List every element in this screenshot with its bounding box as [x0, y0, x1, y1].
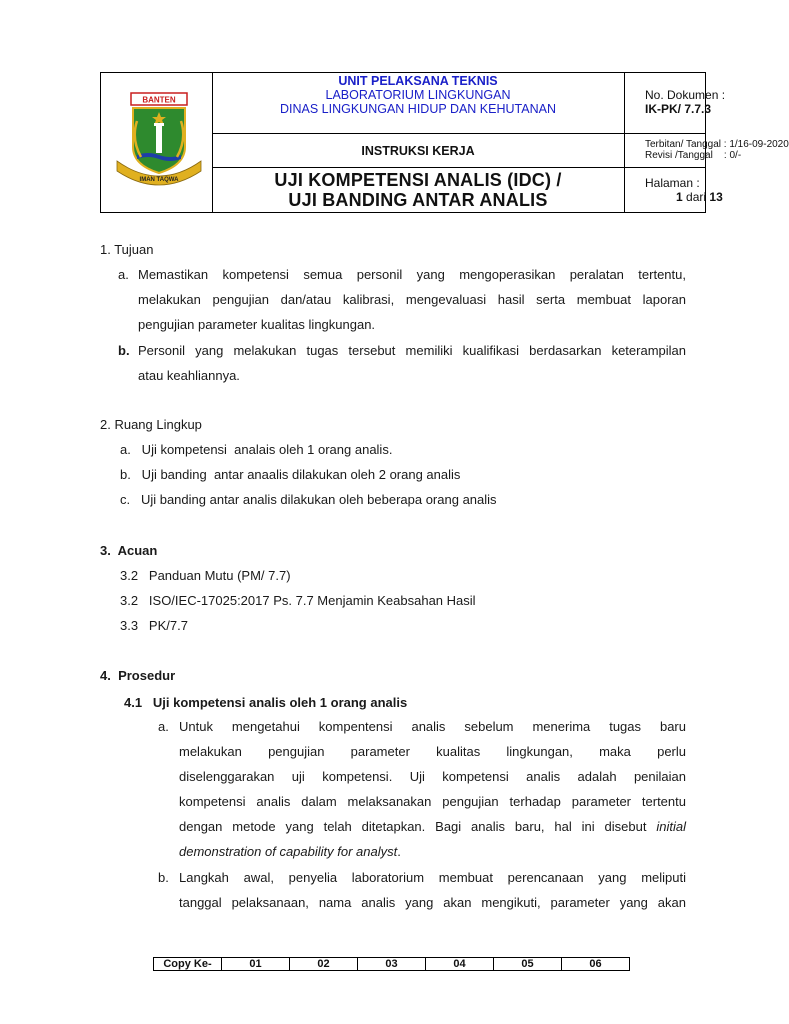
organization-name: [212, 73, 625, 134]
prosedur-a-line-2: melakukan pengujian parameter kualitas lingkungan, maka perlu: [179, 744, 686, 759]
halaman-label: Halaman :: [645, 176, 700, 190]
prosedur-a-line-6: [179, 844, 401, 859]
scope-item-c: c. Uji banding antar analis dilakukan oleh beberapa orang analis: [120, 492, 497, 507]
prosedur-b-line-1: Langkah awal, penyelia laboratorium membuat perencanaan yang meliputi: [179, 870, 686, 885]
copy-number-cell: 02: [290, 958, 358, 971]
section-1-title: 1. Tujuan: [100, 242, 154, 257]
copy-number-cell: 05: [494, 958, 562, 971]
prosedur-a-line-4: kompetensi analis dalam melaksanakan pengujian terhadap parameter tertentu: [179, 794, 686, 809]
copy-label-cell: Copy Ke-: [154, 958, 222, 971]
prosedur-a-line-1: Untuk mengetahui kompentensi analis sebelum menerima tugas baru: [179, 719, 686, 734]
terbitan-text: Terbitan/ Tanggal : 1/16-09-2020: [645, 139, 789, 150]
prosedur-a-line-5: [179, 819, 686, 834]
reference-item-1: 3.2 Panduan Mutu (PM/ 7.7): [120, 568, 291, 583]
document-header-table: [100, 72, 789, 213]
list-marker-a: a.: [158, 719, 169, 734]
prosedur-a-line-6-italic: demonstration of capability for analyst: [179, 844, 398, 859]
org-line-2: LABORATORIUM LINGKUNGAN: [325, 88, 511, 102]
page-number-cell: [625, 168, 723, 212]
section-3-title: 3. Acuan: [100, 543, 158, 558]
prosedur-a-line-5-text: dengan metode yang telah ditetapkan. Bagi analis baru, hal ini disebut: [179, 819, 657, 834]
section-2-title: 2. Ruang Lingkup: [100, 417, 202, 432]
prosedur-b-line-2: tanggal pelaksanaan, nama analis yang akan mengikuti, parameter yang akan: [179, 895, 686, 910]
prosedur-a-line-6-end: .: [397, 844, 401, 859]
copy-number-table: [153, 957, 630, 971]
tujuan-a-line-2: melakukan pengujian dan/atau kalibrasi, mengevaluasi hasil serta membuat laporan: [138, 292, 686, 307]
reference-item-2: 3.2 ISO/IEC-17025:2017 Ps. 7.7 Menjamin Keabsahan Hasil: [120, 593, 476, 608]
list-marker-b: b.: [118, 343, 130, 358]
copy-number-cell: 06: [562, 958, 630, 971]
doc-no-label: No. Dokumen :: [645, 88, 726, 102]
issue-revision-cell: [625, 134, 789, 168]
list-marker-a: a.: [118, 267, 129, 282]
copy-number-cell: 04: [426, 958, 494, 971]
document-number-cell: [625, 73, 726, 134]
revisi-text: Revisi /Tanggal : 0/-: [645, 150, 742, 161]
scope-item-a: a. Uji kompetensi analais oleh 1 orang analis.: [120, 442, 393, 457]
banten-emblem-icon: [111, 91, 207, 191]
copy-number-cell: 01: [222, 958, 290, 971]
tujuan-b-line-1: Personil yang melakukan tugas tersebut memiliki kualifikasi berdasarkan keterampilan: [138, 343, 686, 358]
title-line-2: UJI BANDING ANTAR ANALIS: [288, 190, 548, 210]
subsection-4-1-title: 4.1 Uji kompetensi analis oleh 1 orang analis: [124, 695, 408, 710]
svg-text:IMAN TAQWA: IMAN TAQWA: [139, 177, 179, 183]
tujuan-a-line-3: pengujian parameter kualitas lingkungan.: [138, 317, 376, 332]
org-line-3: DINAS LINGKUNGAN HIDUP DAN KEHUTANAN: [280, 102, 556, 116]
org-line-1: UNIT PELAKSANA TEKNIS: [338, 74, 498, 88]
copy-number-cell: 03: [358, 958, 426, 971]
title-line-1: UJI KOMPETENSI ANALIS (IDC) /: [274, 170, 562, 190]
svg-text:BANTEN: BANTEN: [142, 95, 176, 105]
prosedur-a-line-5-italic: initial: [656, 819, 686, 834]
logo-cell: [101, 73, 213, 212]
scope-item-b: b. Uji banding antar anaalis dilakukan oleh 2 orang analis: [120, 467, 461, 482]
section-4-title: 4. Prosedur: [100, 668, 176, 683]
tujuan-b-line-2: atau keahliannya.: [138, 368, 240, 383]
prosedur-a-line-3: diselenggarakan uji kompetensi. Uji kompetensi analis adalah penilaian: [179, 769, 686, 784]
page-current: 1: [676, 190, 683, 204]
page-separator: dari: [686, 190, 707, 204]
reference-item-3: 3.3 PK/7.7: [120, 618, 188, 633]
document-title: [212, 168, 625, 212]
list-marker-b: b.: [158, 870, 169, 885]
document-type: INSTRUKSI KERJA: [212, 134, 625, 168]
doc-no-value: IK-PK/ 7.7.3: [645, 102, 712, 116]
page-total: 13: [709, 190, 723, 204]
tujuan-a-line-1: Memastikan kompetensi semua personil yang mengoperasikan peralatan tertentu,: [138, 267, 686, 282]
